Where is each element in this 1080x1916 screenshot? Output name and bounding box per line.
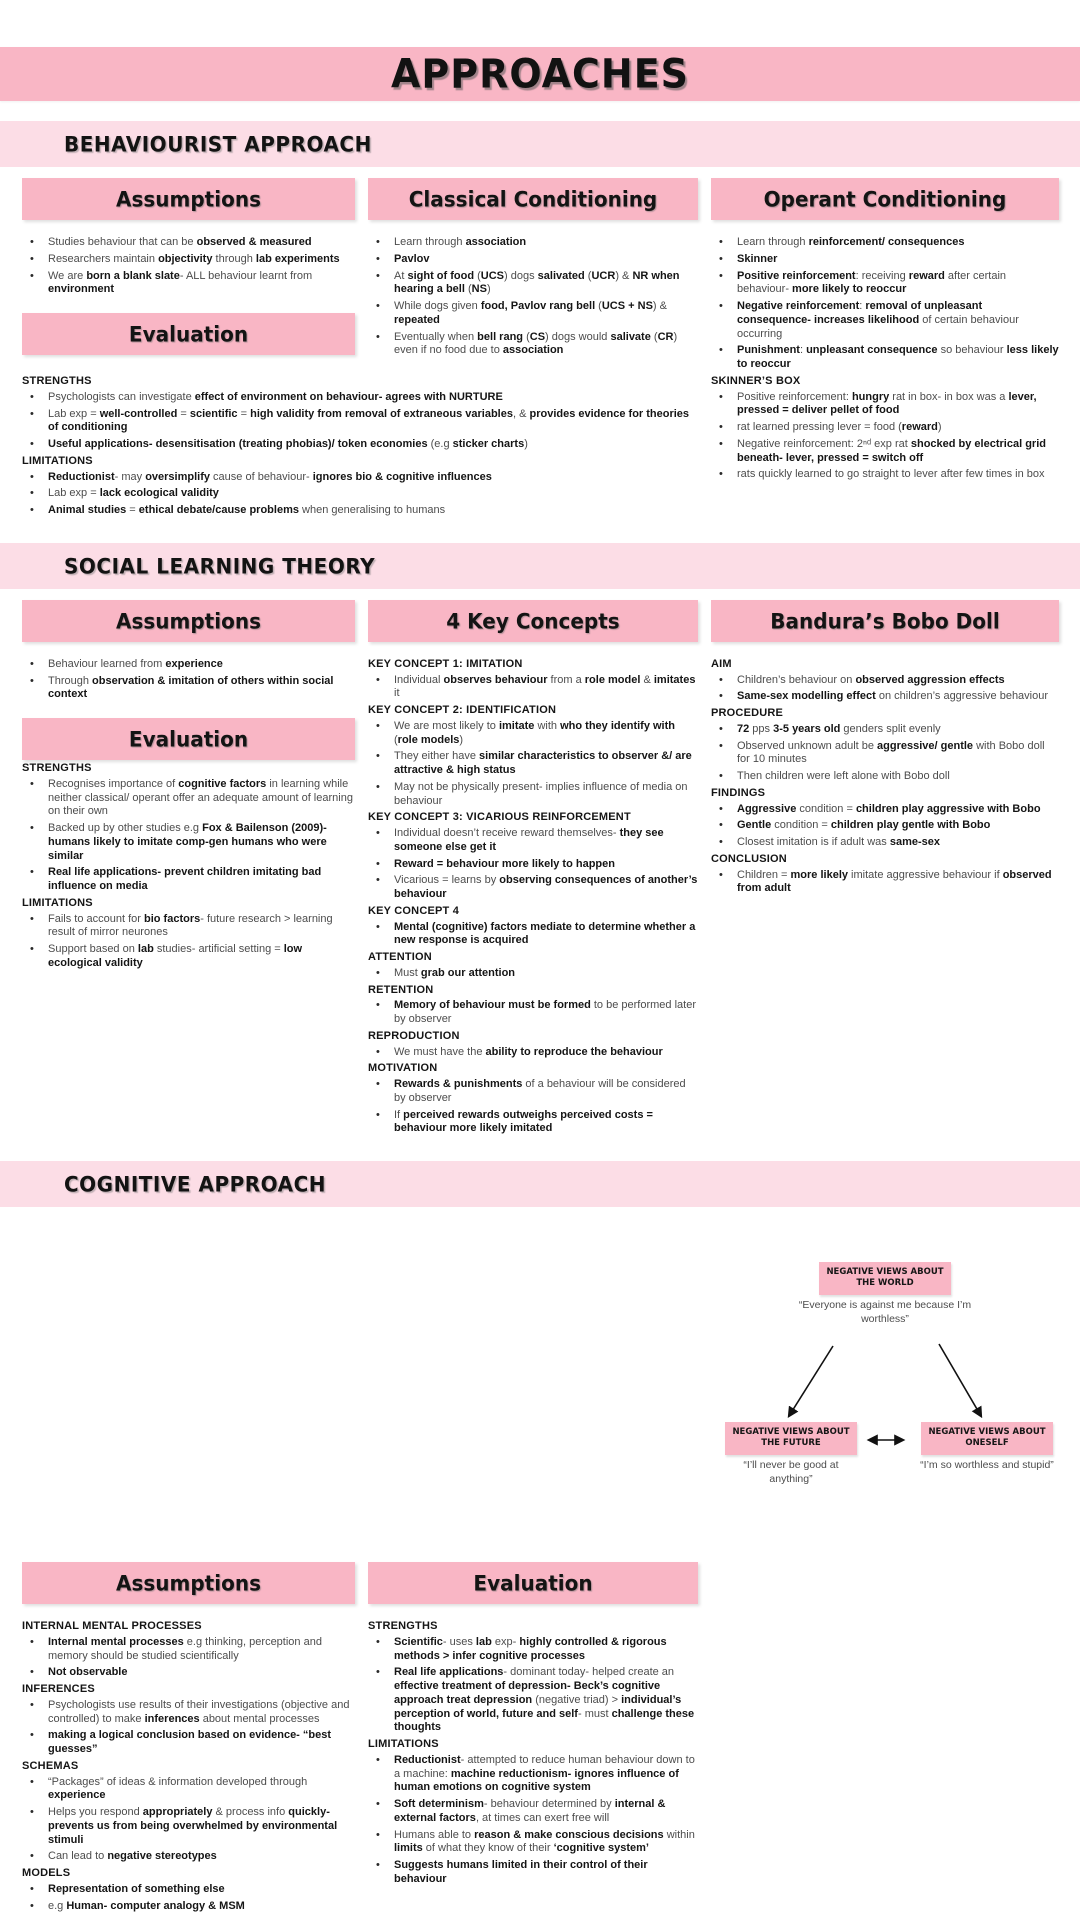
bullet-text: rats quickly learned to go straight to lever after few times in box [737, 468, 1045, 481]
subheading: INTERNAL MENTAL PROCESSES [22, 1620, 202, 1632]
column-header [22, 600, 355, 642]
bullet-text: They either have similar characteristics to observer &/ are attractive & high status [394, 750, 692, 776]
section-columns [0, 600, 1080, 1139]
column-header [368, 178, 698, 220]
bullet-dot: • [719, 468, 723, 481]
bullet-text: Children’s behaviour on observed aggression effects [737, 673, 1005, 686]
arrow-world-to-future [789, 1346, 833, 1416]
subheading: KEY CONCEPT 4 [368, 904, 460, 917]
subheading: FINDINGS [711, 786, 766, 799]
bullet-dot: • [719, 802, 723, 815]
bullet-text: Support based on lab studies- artificial setting = low ecological validity [48, 943, 303, 969]
bullet-dot: • [30, 407, 34, 420]
bullet-text: Can lead to negative stereotypes [48, 1850, 217, 1863]
subheading: LIMITATIONS [22, 454, 93, 467]
bullet-dot: • [376, 827, 380, 839]
column-body [368, 236, 698, 358]
negative-triad-diagram [711, 1262, 1059, 1562]
bullet-dot: • [30, 1899, 34, 1912]
bullet-item [368, 331, 698, 359]
column-header-label: Bandura’s Bobo Doll [770, 608, 1000, 634]
bullet-item [368, 1829, 698, 1857]
bullet-dot: • [376, 673, 380, 686]
bullet-dot: • [376, 1666, 380, 1679]
bullet-item [368, 1666, 698, 1735]
bullet-item [711, 836, 1059, 850]
column [711, 178, 1059, 485]
bullet-text: Individual doesn’t receive reward themselves- they see someone else get it [394, 827, 664, 853]
section-band [0, 121, 1080, 167]
bullet-text: Punishment: unpleasant consequence so behaviour less likely to reoccur [737, 344, 1059, 370]
bullet-text: Vicarious = learns by observing consequences of another’s behaviour [394, 874, 698, 900]
diagram-box-future: NEGATIVE VIEWS ABOUT THE FUTURE [725, 1422, 857, 1455]
bullet-item [22, 1666, 355, 1680]
section-social-learning-theory [0, 543, 1080, 1139]
bullet-dot: • [30, 1635, 34, 1648]
bullet-item [368, 999, 698, 1027]
bullet-dot: • [376, 780, 380, 793]
bullet-item [22, 408, 698, 436]
bullet-text: e.g Human- computer analogy & MSM [48, 1899, 245, 1912]
column-body [22, 658, 355, 971]
bullet-item [22, 504, 698, 518]
bullet-item [368, 1754, 698, 1795]
column-header-label: Assumptions [116, 608, 261, 634]
diagram-quote-future: “I’ll never be good at anything” [743, 1458, 839, 1485]
bullet-item [711, 869, 1059, 897]
column-header-label: 4 Key Concepts [446, 608, 620, 634]
bullet-text: Rewards & punishments of a behaviour will be considered by observer [394, 1078, 686, 1104]
bullet-text: Lab exp = well-controlled = scientific = high validity from removal of extraneous variables, & provides evidence for theories of conditioning [48, 407, 690, 434]
bullet-dot: • [376, 1753, 380, 1766]
page-title: APPROACHES [390, 50, 690, 98]
bullet-text: At sight of food (UCS) dogs salivated (UCR) & NR when hearing a bell (NS) [394, 269, 680, 296]
column-body [368, 658, 698, 1136]
subheading: INFERENCES [22, 1683, 95, 1695]
section-columns [0, 1218, 1080, 1916]
bullet-item [711, 819, 1059, 833]
bullet-item [368, 1078, 698, 1106]
bullet-item [22, 822, 355, 863]
bullet-dot: • [30, 866, 34, 879]
bullet-dot: • [30, 1882, 34, 1895]
column [711, 600, 1059, 899]
bullet-item [711, 468, 1059, 482]
bullet-dot: • [30, 657, 34, 670]
bullet-item [368, 270, 698, 298]
bullet-item [711, 438, 1059, 466]
bullet-item [22, 487, 698, 501]
bullet-dot: • [376, 236, 380, 248]
bullet-text: rat learned pressing lever = food (reward) [737, 421, 942, 433]
bullet-text: Psychologists use results of their investigations (objective and controlled) to make inferences about mental processes [48, 1698, 350, 1725]
bullet-item [368, 674, 698, 702]
bullet-text: If perceived rewards outweighs perceived costs = behaviour more likely imitated [394, 1108, 653, 1135]
bullet-dot: • [719, 722, 723, 735]
subheading: AIM [711, 657, 732, 670]
bullet-text: Eventually when bell rang (CS) dogs would salivate (CR) even if no food due to association [394, 330, 678, 357]
bullet-dot: • [376, 920, 380, 933]
arrow-world-to-oneself [939, 1344, 981, 1416]
bullet-text: Individual observes behaviour from a role model & imitates it [394, 673, 696, 700]
bullet-text: Positive reinforcement: hungry rat in box- in box was a lever, pressed = deliver pellet of food [737, 390, 1037, 417]
bullet-text: Positive reinforcement: receiving reward after certain behaviour- more likely to reoccur [737, 269, 1007, 296]
bullet-text: Reward = behaviour more likely to happen [394, 857, 615, 870]
evaluation-header [22, 718, 355, 760]
bullet-item [711, 803, 1059, 817]
bullet-item [368, 1798, 698, 1826]
bullet-text: Learn through association [394, 236, 527, 248]
bullet-dot: • [719, 739, 723, 752]
column-header [368, 600, 698, 642]
bullet-item [368, 874, 698, 902]
bullet-item [711, 300, 1059, 341]
bullet-dot: • [719, 252, 723, 265]
bullet-dot: • [376, 966, 380, 979]
subheading: SKINNER’S BOX [711, 374, 801, 387]
bullet-text: Lab exp = lack ecological validity [48, 487, 219, 500]
bullet-dot: • [376, 1045, 380, 1058]
bullet-text: Studies behaviour that can be observed & measured [48, 236, 312, 248]
diagram-quote-world: “Everyone is against me because I’m worthless” [798, 1298, 972, 1325]
column-header-label: Assumptions [116, 186, 261, 212]
bullet-item [22, 1729, 355, 1757]
subheading: STRENGTHS [22, 762, 92, 774]
bullet-item [711, 253, 1059, 267]
subheading: MOTIVATION [368, 1062, 438, 1075]
bullet-text: 72 pps 3-5 years old genders split evenly [737, 722, 941, 735]
bullet-dot: • [719, 770, 723, 782]
bullet-dot: • [376, 857, 380, 870]
bullet-item [22, 1636, 355, 1664]
bullet-dot: • [30, 487, 34, 500]
bullet-dot: • [376, 999, 380, 1012]
bullet-item [22, 943, 355, 971]
bullet-item [22, 675, 355, 703]
bullet-text: Children = more likely imitate aggressive behaviour if observed from adult [737, 868, 1052, 895]
bullet-item [22, 1776, 355, 1804]
bullet-text: Reductionist- may oversimplify cause of behaviour- ignores bio & cognitive influences [48, 470, 492, 483]
section-band [0, 543, 1080, 589]
bullet-item [368, 720, 698, 748]
bullet-item [368, 827, 698, 855]
bullet-dot: • [30, 470, 34, 483]
bullet-text: Pavlov [394, 252, 430, 265]
bullet-text: Fails to account for bio factors- future research > learning result of mirror neurones [48, 912, 333, 939]
bullet-dot: • [30, 1806, 34, 1818]
column [22, 600, 355, 974]
bullet-text: Mental (cognitive) factors mediate to determine whether a new response is acquired [394, 920, 696, 947]
bullet-item [711, 674, 1059, 688]
bullet-item [22, 471, 698, 485]
bullet-dot: • [376, 1859, 380, 1871]
bullet-item [368, 1046, 698, 1060]
bullet-dot: • [719, 437, 723, 450]
bullet-text: Must grab our attention [394, 966, 516, 979]
bullet-dot: • [30, 674, 34, 687]
bullet-dot: • [719, 673, 723, 686]
bullet-item [368, 300, 698, 328]
bullet-text: We are most likely to imitate with who they identify with (role models) [394, 719, 675, 746]
diagram-node-oneself [917, 1422, 1057, 1473]
bullet-item [368, 967, 698, 981]
bullet-item [22, 1699, 355, 1727]
bullet-dot: • [30, 1775, 34, 1788]
section-cognitive [0, 1161, 1080, 1916]
bullet-dot: • [30, 912, 34, 925]
bullet-text: Researchers maintain objectivity through lab experiments [48, 252, 340, 265]
bullet-text: making a logical conclusion based on evidence- “best guesses” [48, 1729, 332, 1755]
bullet-item [22, 866, 355, 894]
bullet-item [368, 1109, 698, 1137]
subheading: RETENTION [368, 983, 434, 996]
bullet-item [22, 658, 355, 672]
bullet-dot: • [719, 344, 723, 357]
bullet-dot: • [719, 269, 723, 282]
section-behaviourist [0, 121, 1080, 521]
bullet-item [368, 921, 698, 949]
column-header-label: Assumptions [116, 1570, 261, 1596]
column-header-label: Operant Conditioning [763, 186, 1007, 212]
bullet-dot: • [376, 252, 380, 265]
bullet-dot: • [719, 819, 723, 832]
bullet-item [711, 740, 1059, 768]
bullet-text: Scientific- uses lab exp- highly controlled & rigorous methods > infer cognitive processes [394, 1635, 667, 1662]
bullet-item [368, 236, 698, 250]
bullet-text: Reductionist- attempted to reduce human behaviour down to a machine: machine reductionism- ignores influence of human emotions on cognitive system [394, 1753, 695, 1794]
bullet-text: Representation of something else [48, 1882, 225, 1895]
section-title: BEHAVIOURIST APPROACH [64, 131, 372, 157]
bullet-item [22, 438, 698, 452]
column-body [22, 1620, 355, 1913]
bullet-dot: • [376, 1108, 380, 1121]
bullet-dot: • [719, 421, 723, 433]
bullet-dot: • [376, 750, 380, 763]
subheading: REPRODUCTION [368, 1029, 460, 1042]
subheading: PROCEDURE [711, 707, 784, 719]
evaluation-header-label: Evaluation [128, 725, 249, 752]
bullet-dot: • [719, 836, 723, 848]
bullet-dot: • [30, 1698, 34, 1711]
section-title: COGNITIVE APPROACH [64, 1171, 327, 1197]
bullet-dot: • [376, 269, 380, 282]
bullet-item [368, 858, 698, 872]
bullet-dot: • [30, 943, 34, 955]
bullet-text: Closest imitation is if adult was same-sex [737, 836, 940, 848]
bullet-text: Helps you respond appropriately & process info quickly- prevents us from being overwhelmed by environmental stimuli [48, 1806, 338, 1846]
bullet-dot: • [30, 822, 34, 834]
evaluation-header [22, 313, 355, 355]
bullet-dot: • [376, 330, 380, 343]
bullet-item [368, 750, 698, 778]
bullet-text: Observed unknown adult be aggressive/ gentle with Bobo doll for 10 minutes [737, 739, 1045, 766]
bullet-item [711, 690, 1059, 704]
bullet-text: Real life applications- prevent children imitating bad influence on media [48, 866, 322, 892]
bullet-text: Same-sex modelling effect on children’s aggressive behaviour [737, 690, 1049, 703]
bullet-item [22, 391, 698, 405]
bullet-text: May not be physically present- implies influence of media on behaviour [394, 780, 688, 807]
bullet-dot: • [376, 1828, 380, 1841]
bullet-item [711, 770, 1059, 784]
bullet-dot: • [376, 719, 380, 732]
subheading: STRENGTHS [22, 375, 92, 387]
bullet-item [368, 1859, 698, 1887]
bullet-item [22, 913, 355, 941]
bullet-dot: • [30, 1729, 34, 1742]
bullet-dot: • [30, 1850, 34, 1863]
column [368, 178, 698, 361]
bullet-text: Learn through reinforcement/ consequences [737, 236, 965, 248]
column-body [711, 236, 1059, 482]
diagram-quote-oneself: “I’m so worthless and stupid” [920, 1458, 1054, 1471]
column-header [22, 1562, 355, 1604]
subheading: STRENGTHS [368, 1620, 438, 1632]
bullet-item [711, 270, 1059, 298]
bullet-text: Negative reinforcement: removal of unpleasant consequence- increases likelihood of certain behaviour occurring [737, 300, 1019, 340]
section-columns [0, 178, 1080, 521]
bullet-item [22, 236, 355, 250]
bullet-text: Memory of behaviour must be formed to be performed later by observer [394, 999, 696, 1025]
bullet-item [22, 253, 355, 267]
bullet-dot: • [376, 874, 380, 887]
bullet-dot: • [719, 868, 723, 881]
bullet-dot: • [376, 300, 380, 312]
bullet-item [711, 344, 1059, 372]
column-body [711, 658, 1059, 896]
subheading: KEY CONCEPT 3: VICARIOUS REINFORCEMENT [368, 811, 631, 824]
bullet-dot: • [30, 504, 34, 516]
bullet-text: “Packages” of ideas & information developed through experience [48, 1775, 308, 1802]
bullet-item [22, 1806, 355, 1847]
bullet-dot: • [30, 390, 34, 403]
bullet-dot: • [376, 1078, 380, 1090]
subheading: SCHEMAS [22, 1759, 79, 1772]
bullet-dot: • [30, 777, 34, 790]
bullet-dot: • [376, 1798, 380, 1810]
bullet-item [368, 1636, 698, 1664]
bullet-dot: • [30, 252, 34, 265]
column [368, 1562, 698, 1890]
bullet-dot: • [719, 236, 723, 248]
subheading: KEY CONCEPT 2: IDENTIFICATION [368, 704, 557, 716]
bullet-text: Through observation & imitation of others within social context [48, 674, 334, 701]
bullet-dot: • [30, 438, 34, 450]
bullet-dot: • [376, 1635, 380, 1648]
bullet-text: Behaviour learned from experience [48, 657, 223, 670]
bullet-item [22, 778, 355, 819]
bullet-item [22, 1883, 355, 1897]
subheading: LIMITATIONS [22, 896, 93, 909]
study-notes-page [0, 47, 1080, 1912]
page-title-banner [0, 47, 1080, 101]
bullet-text: Negative reinforcement: 2ⁿᵈ exp rat shocked by electrical grid beneath- lever, pressed = switch off [737, 437, 1046, 464]
column-header [368, 1562, 698, 1604]
column-body [22, 236, 355, 355]
diagram-node-future [721, 1422, 861, 1486]
bullet-text: Aggressive condition = children play aggressive with Bobo [737, 802, 1041, 815]
evaluation-header-label: Evaluation [128, 320, 249, 347]
bullet-text: Not observable [48, 1666, 128, 1679]
bullet-item [22, 270, 355, 298]
section-band [0, 1161, 1080, 1207]
column-body [368, 1620, 698, 1887]
bullet-item [22, 1900, 355, 1914]
column-header [711, 178, 1059, 220]
subheading: LIMITATIONS [368, 1738, 439, 1750]
bullet-text: Animal studies = ethical debate/cause problems when generalising to humans [48, 504, 446, 516]
bullet-dot: • [719, 300, 723, 312]
column-header-label: Classical Conditioning [408, 186, 658, 212]
subheading: MODELS [22, 1867, 71, 1879]
bullet-item [711, 391, 1059, 419]
bullet-text: We must have the ability to reproduce the behaviour [394, 1045, 663, 1058]
bullet-dot: • [30, 269, 34, 282]
bullet-item [711, 723, 1059, 737]
diagram-box-oneself: NEGATIVE VIEWS ABOUT ONESELF [921, 1422, 1053, 1455]
diagram-node-world [795, 1262, 975, 1326]
bullet-text: Backed up by other studies e.g Fox & Bailenson (2009)- humans likely to imitate comp-gen humans who were similar [48, 822, 327, 862]
column-header [711, 600, 1059, 642]
bullet-item [711, 421, 1059, 435]
column-header [22, 178, 355, 220]
section-title: SOCIAL LEARNING THEORY [64, 552, 376, 579]
bullet-text: Useful applications- desensitisation (treating phobias)/ token economies (e.g sticker charts) [48, 438, 528, 450]
column [22, 178, 355, 355]
bullet-text: Psychologists can investigate effect of environment on behaviour- agrees with NURTURE [48, 390, 503, 403]
bullet-text: While dogs given food, Pavlov rang bell (UCS + NS) & repeated [394, 300, 667, 326]
subheading: CONCLUSION [711, 852, 787, 865]
bullet-text: Soft determinism- behaviour determined by internal & external factors, at times can exert free will [394, 1798, 666, 1824]
diagram-box-world: NEGATIVE VIEWS ABOUT THE WORLD [819, 1262, 951, 1295]
bullet-dot: • [30, 236, 34, 248]
bullet-dot: • [719, 390, 723, 403]
bullet-text: Internal mental processes e.g thinking, perception and memory should be studied scientifically [48, 1635, 322, 1662]
bullet-text: Suggests humans limited in their control of their behaviour [394, 1859, 648, 1885]
bullet-item [22, 1850, 355, 1864]
bullet-text: We are born a blank slate- ALL behaviour learnt from environment [48, 269, 313, 296]
column-header-label: Evaluation [473, 1570, 593, 1596]
column [368, 600, 698, 1139]
bullet-text: Recognises importance of cognitive factors in learning while neither classical/ operant offer an adequate amount of learning on their own [48, 777, 353, 818]
bullet-item [368, 781, 698, 809]
bullet-dot: • [30, 1666, 34, 1679]
bullet-text: Then children were left alone with Bobo doll [737, 770, 950, 782]
bullet-text: Gentle condition = children play gentle with Bobo [737, 819, 991, 832]
subheading: ATTENTION [368, 951, 432, 963]
column [22, 1562, 355, 1916]
bullet-text: Skinner [737, 252, 778, 265]
bullet-text: Humans able to reason & make conscious decisions within limits of what they know of their ‘cognitive system’ [394, 1828, 695, 1855]
bullet-item [711, 236, 1059, 250]
subheading: KEY CONCEPT 1: IMITATION [368, 657, 523, 670]
bullet-item [368, 253, 698, 267]
bullet-dot: • [719, 690, 723, 703]
bullet-text: Real life applications- dominant today- helped create an effective treatment of depression- Beck’s cognitive approach treat depression (negative triad) > individual’s perception of world, future and self- must challenge these thoughts [394, 1666, 695, 1734]
evaluation-wide-block [22, 373, 698, 521]
